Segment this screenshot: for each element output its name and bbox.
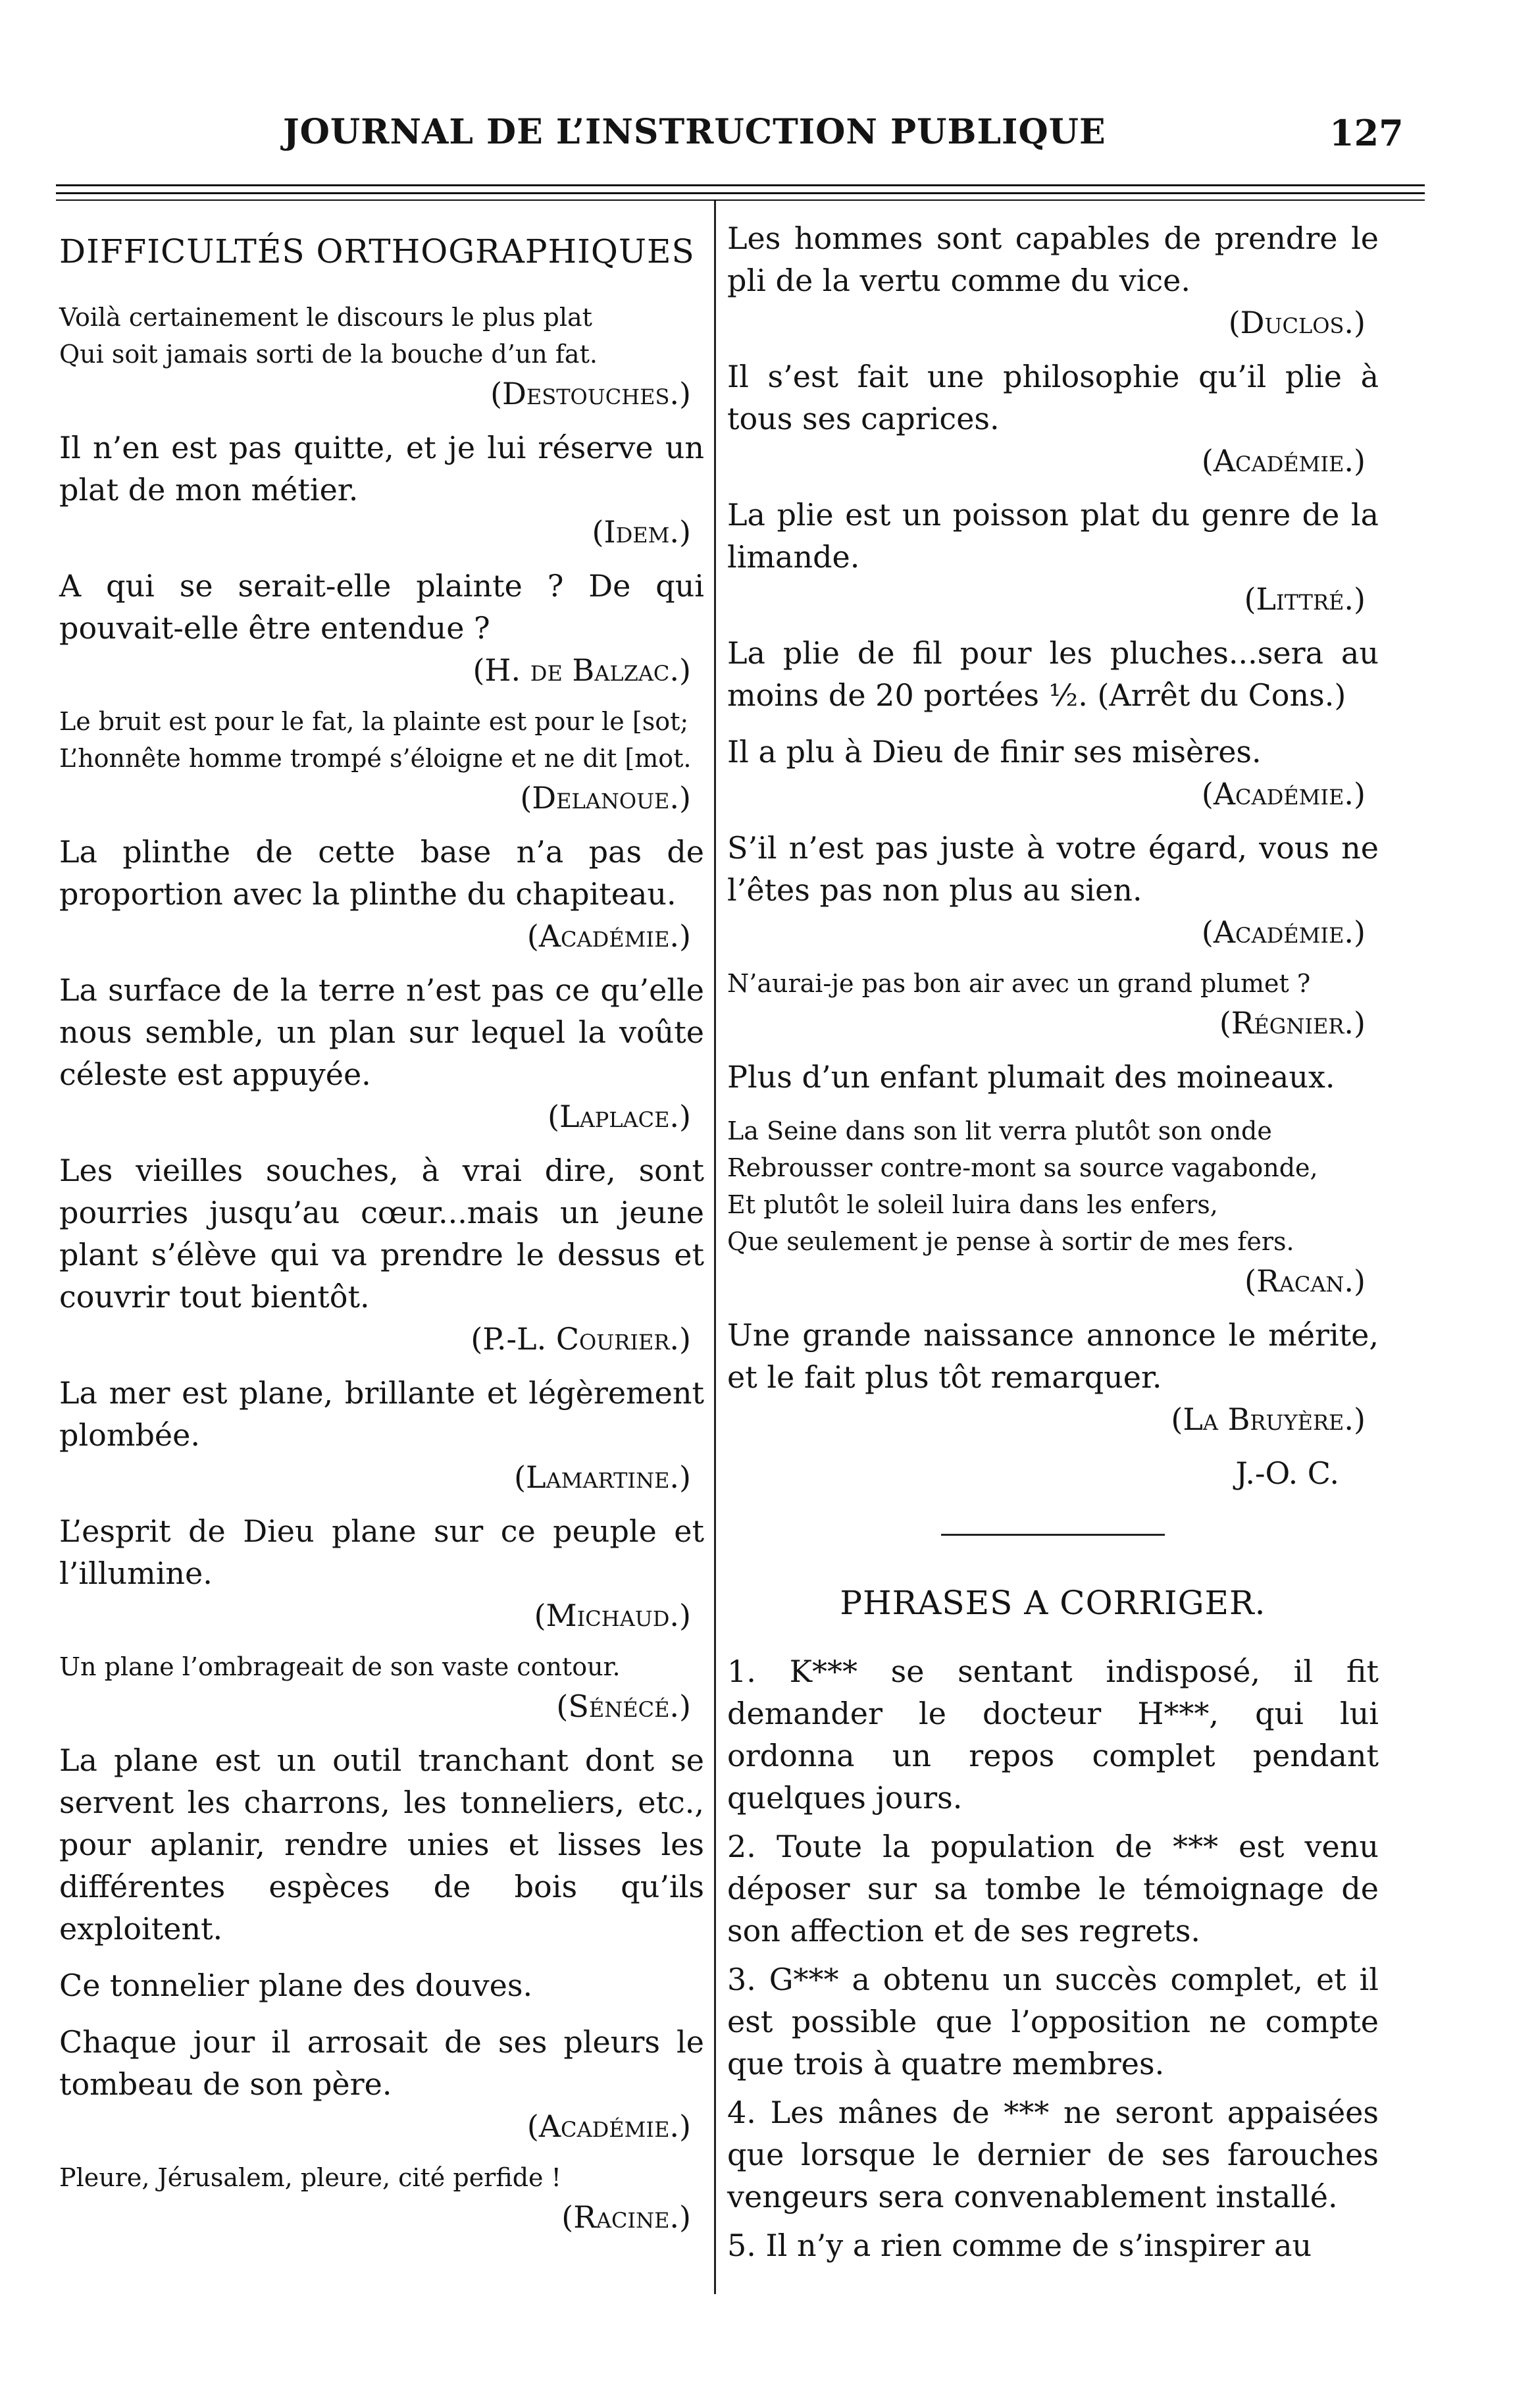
correction-item: 5. Il n’y a rien comme de s’inspirer au — [727, 2228, 1312, 2263]
attribution: (Duclos.) — [1228, 305, 1366, 340]
quotation-entry — [59, 703, 704, 819]
attribution: (Racan.) — [1244, 1263, 1366, 1299]
attribution: (Racine.) — [561, 2199, 691, 2235]
quotation-text: Les hommes sont capables de prendre le pli de la vertu comme du vice. — [727, 221, 1379, 298]
quotation-entry — [727, 494, 1379, 620]
quotation-entry — [727, 355, 1379, 482]
verse-line: La Seine dans son lit verra plutôt son onde — [727, 1116, 1272, 1145]
page-header — [0, 99, 1534, 158]
quotation-entry — [59, 1372, 704, 1498]
attribution: (Delanoue.) — [520, 780, 691, 816]
entry-spacer — [59, 2006, 704, 2021]
verse-line: Et plutôt le soleil luira dans les enfers, — [727, 1190, 1218, 1219]
verse-line: Un plane l’ombrageait de son vaste contour. — [59, 1652, 621, 1681]
attribution: (Destouches.) — [490, 376, 691, 411]
attribution: (Académie.) — [526, 918, 691, 954]
quotation-entry — [59, 2021, 704, 2147]
quotation-entry — [59, 565, 704, 691]
verse-line: Pleure, Jérusalem, pleure, cité perfide ! — [59, 2163, 561, 2192]
attribution: (La Bruyère.) — [1171, 1401, 1366, 1437]
header-rule — [56, 184, 1425, 186]
verse-line: Voilà certainement le discours le plus plat — [59, 303, 592, 332]
attribution: (Académie.) — [1201, 914, 1366, 950]
quotation-text: S’il n’est pas juste à votre égard, vous ne l’êtes pas non plus au sien. — [727, 830, 1379, 908]
quotation-entry — [727, 632, 1379, 731]
quotation-text: Il n’en est pas quitte, et je lui réserve un plat de mon métier. — [59, 430, 704, 508]
quotation-entry — [59, 831, 704, 957]
quotation-entry — [59, 1964, 704, 2021]
attribution: (Sénécé.) — [556, 1688, 691, 1724]
correction-item: 1. K*** se sentant indisposé, il fit demander le docteur H***, qui lui ordonna un repos complet pendant quelques jours. — [727, 1654, 1379, 1816]
quotation-entry — [727, 731, 1379, 815]
section-heading: DIFFICULTÉS ORTHOGRAPHIQUES — [59, 232, 695, 271]
attribution: (Académie.) — [526, 2108, 691, 2144]
quotation-entry — [727, 1314, 1379, 1440]
quotation-text: La surface de la terre n’est pas ce qu’elle nous semble, un plan sur lequel la voûte céleste est appuyée. — [59, 972, 704, 1092]
quotation-text: A qui se serait-elle plainte ? De qui pouvait-elle être entendue ? — [59, 568, 704, 646]
section-separator — [941, 1534, 1165, 1536]
entry-spacer — [59, 1950, 704, 1964]
verse-line: N’aurai-je pas bon air avec un grand plumet ? — [727, 969, 1311, 998]
attribution: (H. de Balzac.) — [473, 652, 691, 688]
quotation-entry — [59, 1648, 704, 1727]
right-entries — [727, 217, 1379, 1440]
verse-line: Que seulement je pense à sortir de mes fers. — [727, 1227, 1294, 1256]
quotation-text: La plie de fil pour les pluches...sera au moins de 20 portées ½. (Arrêt du Cons.) — [727, 635, 1379, 713]
correction-item: 3. G*** a obtenu un succès complet, et il est possible que l’opposition ne compte que trois à quatre membres. — [727, 1962, 1379, 2081]
attribution: (Académie.) — [1201, 443, 1366, 479]
attribution: (Académie.) — [1201, 776, 1366, 812]
quotation-entry — [59, 1739, 704, 1964]
left-column — [59, 217, 704, 2250]
quotation-entry — [59, 2159, 704, 2238]
attribution: (Idem.) — [592, 514, 691, 550]
verse-line: Le bruit est pour le fat, la plainte est pour le [sot; — [59, 707, 689, 736]
left-entries — [59, 299, 704, 2238]
quotation-text: La plinthe de cette base n’a pas de proportion avec la plinthe du chapiteau. — [59, 834, 704, 912]
verse-line: Rebrousser contre-mont sa source vagabonde, — [727, 1153, 1318, 1182]
quotation-entry — [727, 1056, 1379, 1112]
quotation-entry — [59, 1149, 704, 1360]
quotation-entry — [727, 965, 1379, 1044]
correction-item: 4. Les mânes de *** ne seront appaisées que lorsque le dernier de ses farouches vengeurs sera convenablement installé. — [727, 2095, 1379, 2214]
quotation-text: Il a plu à Dieu de finir ses misères. — [727, 734, 1262, 770]
attribution: (Régnier.) — [1219, 1005, 1366, 1041]
attribution: (Michaud.) — [534, 1598, 691, 1633]
corrections-list — [727, 1650, 1379, 2266]
quotation-entry — [727, 1112, 1379, 1302]
entry-spacer — [727, 716, 1379, 731]
header-rule — [56, 199, 1425, 201]
quotation-text: La plane est un outil tranchant dont se servent les charrons, les tonneliers, etc., pour aplanir, rendre unies et lisses les différentes espèces de bois qu’ils exploitent. — [59, 1742, 704, 1947]
verse-line: L’honnête homme trompé s’éloigne et ne dit [mot. — [59, 744, 692, 773]
attribution: (Laplace.) — [548, 1099, 691, 1134]
attribution: (P.-L. Courier.) — [471, 1321, 691, 1357]
attribution: (Littré.) — [1244, 581, 1366, 617]
journal-title: JOURNAL DE L’INSTRUCTION PUBLIQUE — [283, 112, 1106, 152]
quotation-entry — [59, 969, 704, 1138]
right-column — [727, 217, 1379, 2273]
quotation-entry — [727, 827, 1379, 953]
verse-line: Qui soit jamais sorti de la bouche d’un fat. — [59, 340, 598, 369]
quotation-text: La plie est un poisson plat du genre de la limande. — [727, 497, 1379, 575]
header-rule — [56, 192, 1425, 194]
correction-item: 2. Toute la population de *** est venu déposer sur sa tombe le témoignage de son affection et de ses regrets. — [727, 1829, 1379, 1949]
quotation-text: Il s’est fait une philosophie qu’il plie à tous ses caprices. — [727, 359, 1379, 436]
quotation-entry — [727, 217, 1379, 344]
quotation-text: Plus d’un enfant plumait des moineaux. — [727, 1059, 1335, 1095]
quotation-entry — [59, 427, 704, 553]
entry-spacer — [727, 1098, 1379, 1112]
column-divider — [714, 201, 716, 2294]
attribution: (Lamartine.) — [514, 1459, 691, 1495]
quotation-text: Les vieilles souches, à vrai dire, sont pourries jusqu’au cœur...mais un jeune plant s’élève qui va prendre le dessus et couvrir tout bientôt. — [59, 1153, 704, 1315]
quotation-text: L’esprit de Dieu plane sur ce peuple et l’illumine. — [59, 1513, 704, 1591]
quotation-text: Chaque jour il arrosait de ses pleurs le tombeau de son père. — [59, 2024, 704, 2102]
quotation-text: La mer est plane, brillante et légèrement plombée. — [59, 1375, 704, 1453]
author-initials: J.-O. C. — [1235, 1455, 1339, 1491]
quotation-entry — [59, 1510, 704, 1636]
quotation-text: Ce tonnelier plane des douves. — [59, 1968, 533, 2003]
page-number: 127 — [1329, 112, 1404, 154]
quotation-entry — [59, 299, 704, 415]
corrections-heading: PHRASES A CORRIGER. — [840, 1584, 1266, 1622]
quotation-text: Une grande naissance annonce le mérite, et le fait plus tôt remarquer. — [727, 1317, 1379, 1395]
